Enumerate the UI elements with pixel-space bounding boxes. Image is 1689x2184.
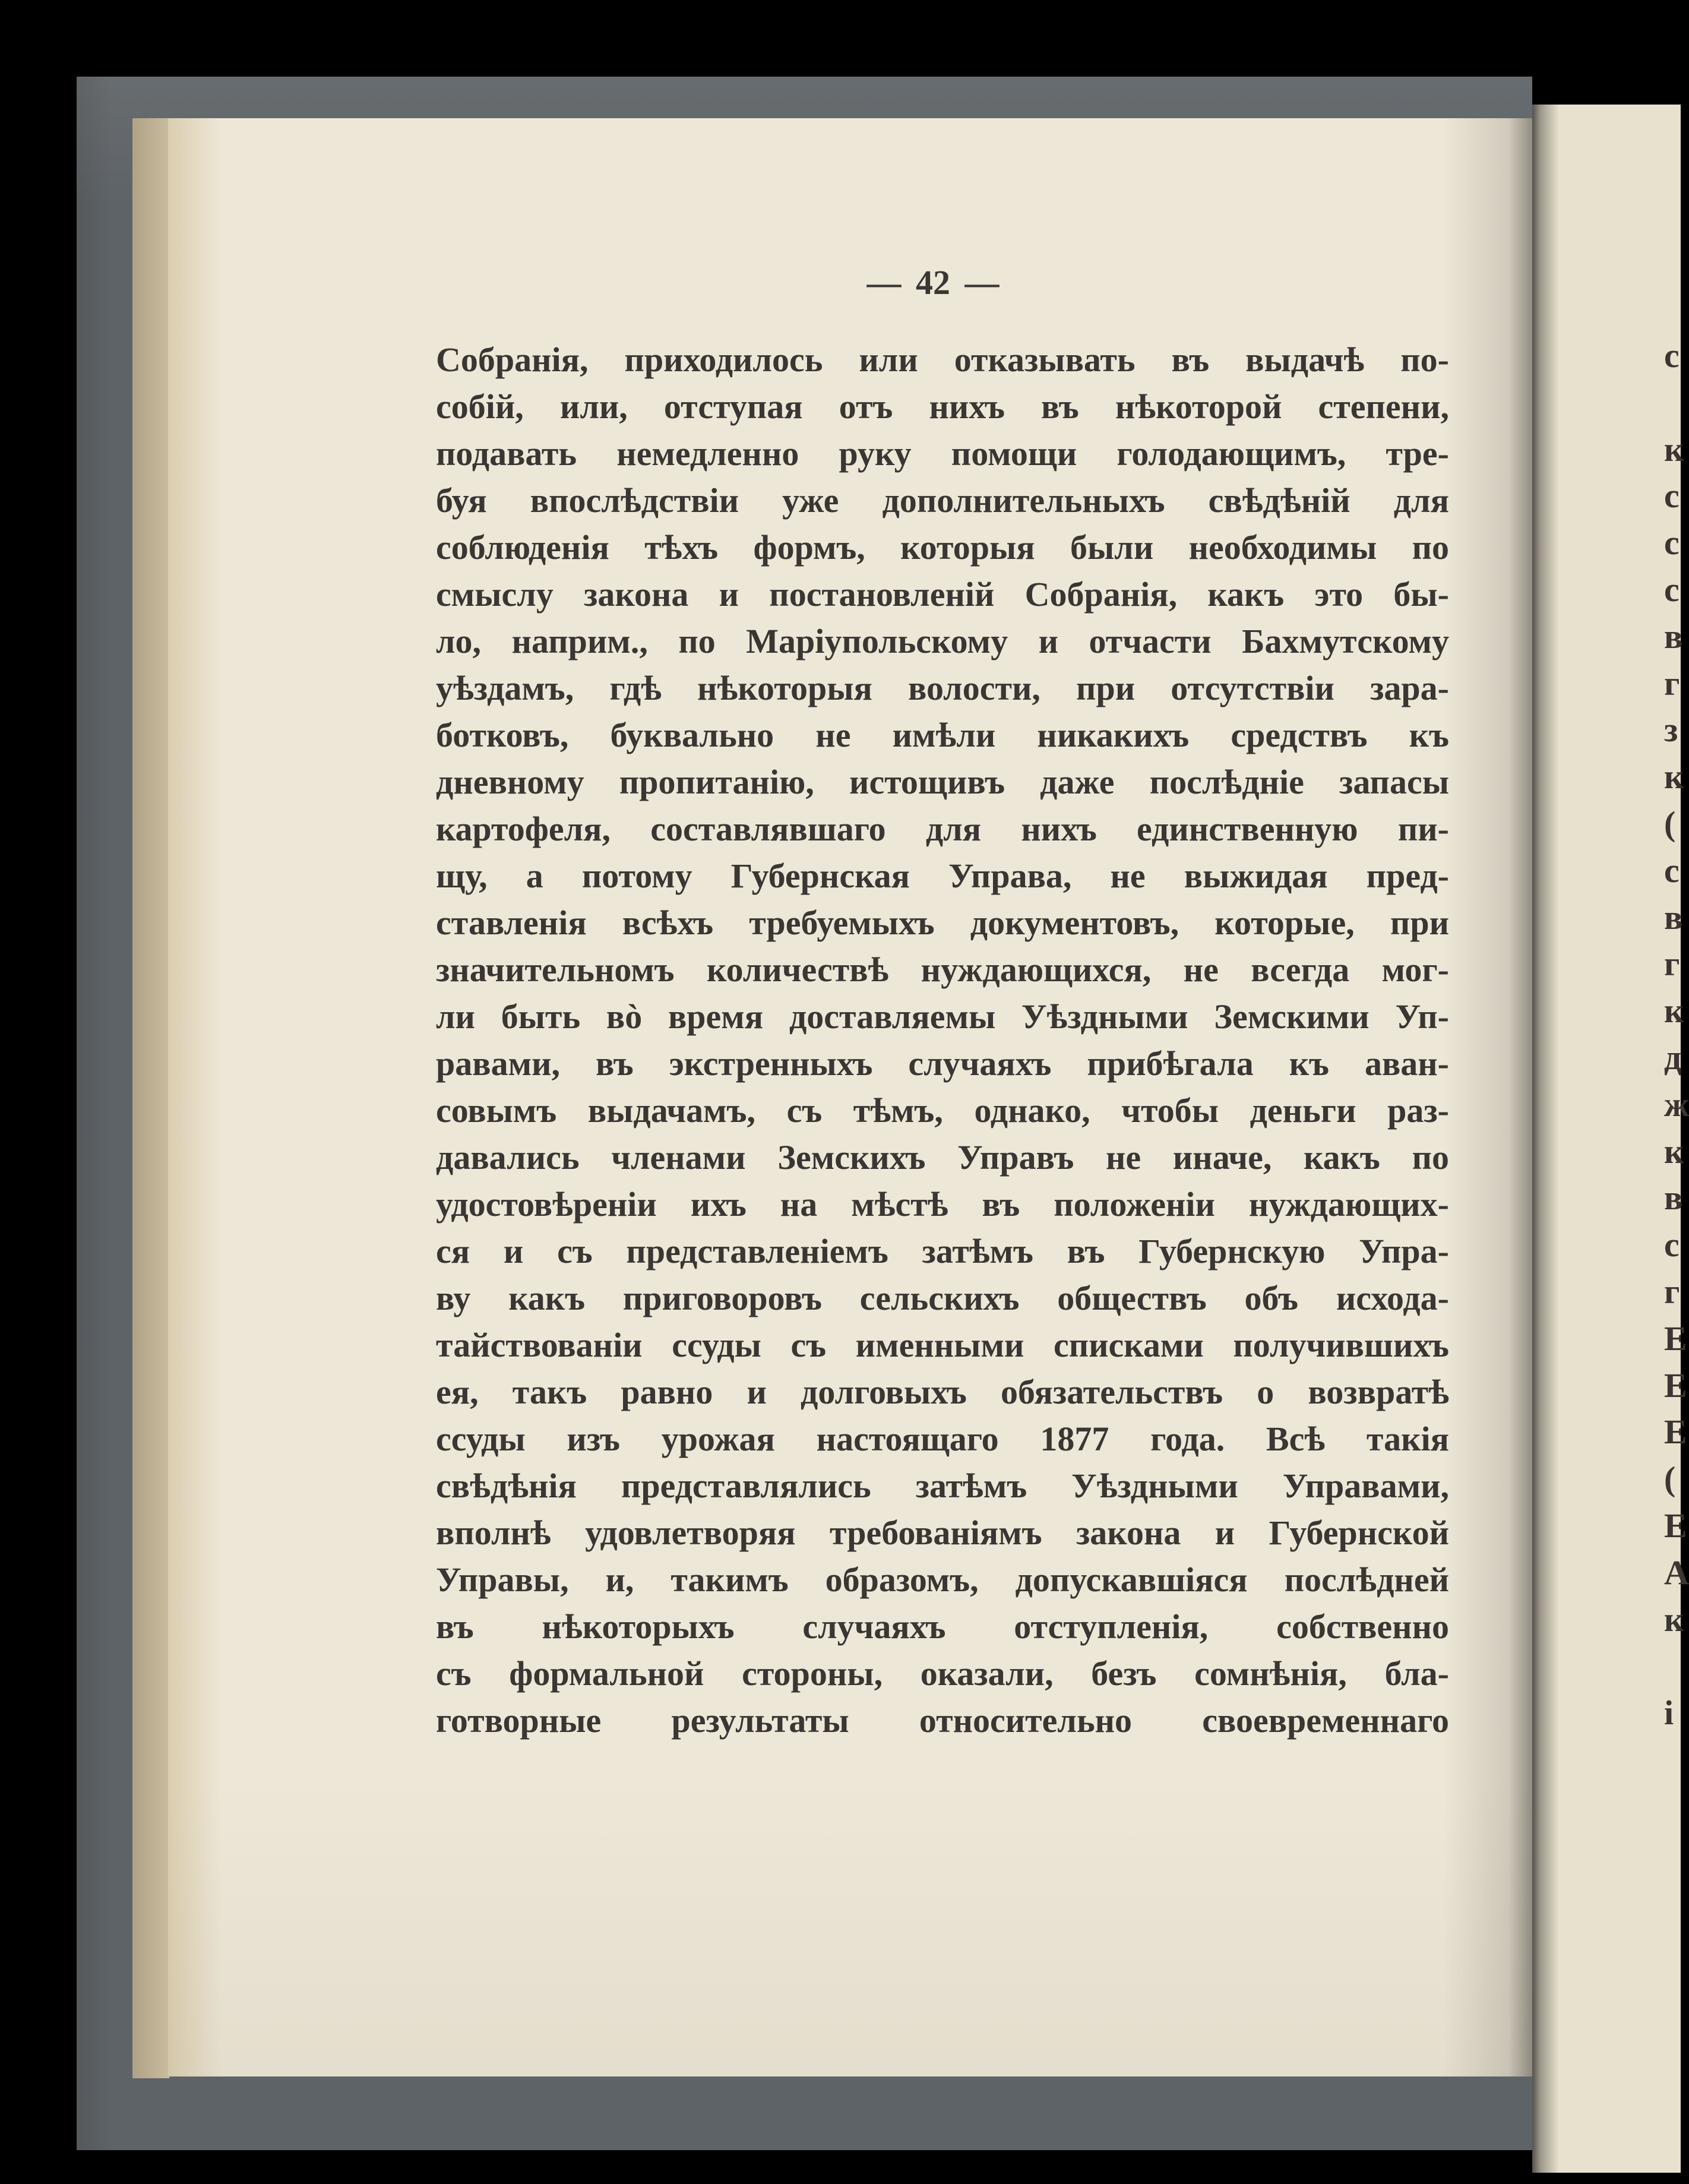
text-line: ссуды изъ урожая настоящаго 1877 года. Всѣ такія [436, 1420, 1449, 1458]
facing-page-letter: г [1664, 664, 1680, 703]
facing-page-letter: с [1664, 851, 1679, 890]
text-line: съ формальной стороны, оказали, безъ сомнѣнія, бла- [436, 1654, 1449, 1693]
facing-page-letter: ж [1664, 1085, 1689, 1124]
facing-page-letter: Е [1664, 1412, 1687, 1451]
text-line: ло, наприм., по Маріупольскому и отчасти Бахмутскому [436, 622, 1449, 660]
text-line: уѣздамъ, гдѣ нѣкоторыя волости, при отсутствіи зара- [436, 669, 1449, 707]
facing-page-letter: с [1664, 523, 1679, 562]
facing-page-letter: і [1664, 1693, 1674, 1732]
facing-page-letter: Е [1664, 1319, 1687, 1358]
facing-page-letter: к [1664, 757, 1684, 796]
text-line: собій, или, отступая отъ нихъ въ нѣкоторой степени, [436, 387, 1449, 426]
facing-page-letter: к [1664, 1600, 1684, 1639]
facing-page-letter: к [1664, 1132, 1684, 1171]
text-line: дневному пропитанію, истощивъ даже послѣдніе запасы [436, 763, 1449, 801]
text-line: ву какъ приговоровъ сельскихъ обществъ объ исхода- [436, 1279, 1449, 1317]
text-line: смыслу закона и постановленій Собранія, какъ это бы- [436, 575, 1449, 614]
facing-page-letter: к [1664, 430, 1684, 469]
text-line: подавать немедленно руку помощи голодающимъ, тре- [436, 434, 1449, 473]
text-line: щу, а потому Губернская Управа, не выжидая пред- [436, 856, 1449, 895]
facing-page-letter: ( [1664, 1459, 1676, 1498]
text-line: соблюденія тѣхъ формъ, которыя были необходимы по [436, 528, 1449, 567]
text-line: готворные результаты относительно своевременнаго [436, 1701, 1449, 1740]
facing-page-letter: к [1664, 991, 1684, 1030]
text-line: ставленія всѣхъ требуемыхъ документовъ, которые, при [436, 903, 1449, 942]
text-line: въ нѣкоторыхъ случаяхъ отступленія, собственно [436, 1607, 1449, 1646]
text-line: буя впослѣдствіи уже дополнительныхъ свѣдѣній для [436, 481, 1449, 520]
facing-page-letter: с [1664, 476, 1679, 515]
facing-page-letter: А [1664, 1553, 1689, 1592]
facing-page-letter: с [1664, 336, 1679, 375]
page-body-text [436, 336, 1450, 1744]
facing-page-letter: с [1664, 1225, 1679, 1264]
facing-page-letter: Е [1664, 1506, 1687, 1545]
text-line: свѣдѣнія представлялись затѣмъ Уѣздными Управами, [436, 1466, 1449, 1505]
facing-page-letter: г [1664, 1272, 1680, 1311]
text-line: Управы, и, такимъ образомъ, допускавшіяся послѣдней [436, 1560, 1449, 1599]
facing-page-letter: в [1664, 617, 1683, 656]
facing-page-letter: Е [1664, 1366, 1687, 1405]
text-line: вполнѣ удовлетворяя требованіямъ закона и Губернской [436, 1513, 1449, 1552]
facing-page-letter: в [1664, 1178, 1683, 1217]
facing-page [1532, 105, 1689, 2173]
facing-page-letter: з [1664, 710, 1678, 749]
facing-page-letter: д [1664, 1038, 1682, 1077]
text-line: картофеля, составлявшаго для нихъ единственную пи- [436, 810, 1449, 848]
text-line: ся и съ представленіемъ затѣмъ въ Губернскую Упра- [436, 1232, 1449, 1270]
text-line: ли быть вò время доставляемы Уѣздными Земскими Уп- [436, 997, 1449, 1036]
facing-page-letter: с [1664, 570, 1679, 609]
facing-page-letter: ( [1664, 804, 1676, 843]
text-line: значительномъ количествѣ нуждающихся, не всегда мог- [436, 950, 1449, 989]
facing-page-letter: в [1664, 898, 1683, 937]
facing-page-letter: г [1664, 944, 1680, 983]
text-line: ея, такъ равно и долговыхъ обязательствъ о возвратѣ [436, 1373, 1449, 1411]
text-line: совымъ выдачамъ, съ тѣмъ, однако, чтобы деньги раз- [436, 1091, 1449, 1130]
page-edge-strip [132, 118, 169, 2078]
text-line: Собранія, приходилось или отказывать въ выдачѣ по- [436, 340, 1449, 379]
text-line: ботковъ, буквально не имѣли никакихъ средствъ къ [436, 716, 1449, 754]
text-line: тайствованіи ссуды съ именными списками получившихъ [436, 1326, 1449, 1364]
page-number: — 42 — [866, 263, 1000, 302]
text-line: равами, въ экстренныхъ случаяхъ прибѣгала къ аван- [436, 1044, 1449, 1083]
text-line: давались членами Земскихъ Управъ не иначе, какъ по [436, 1138, 1449, 1177]
text-line: удостовѣреніи ихъ на мѣстѣ въ положеніи нуждающих- [436, 1185, 1449, 1224]
